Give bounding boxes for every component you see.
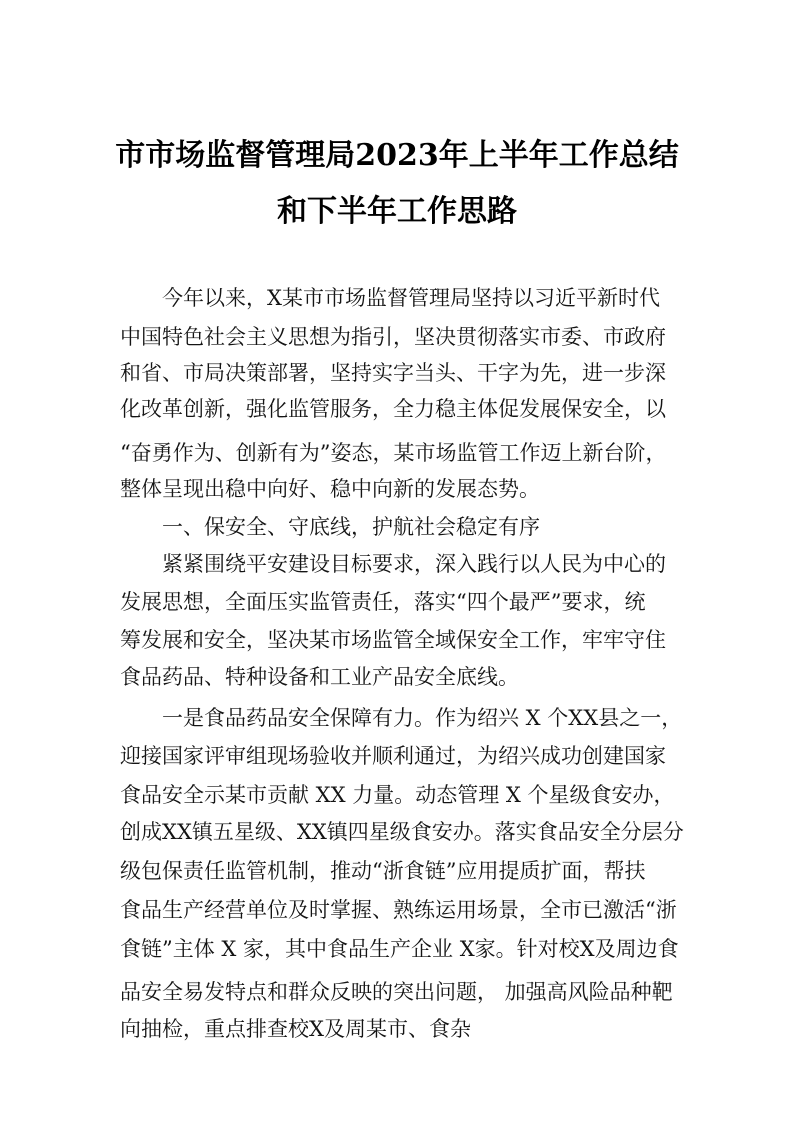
body-line: 食品生产经营单位及时掌握、熟练运用场景，全市已激活“浙 xyxy=(120,898,677,922)
body-line: 创成XX镇五星级、XX镇四星级食安办。落实食品安全分层分 xyxy=(120,820,684,844)
body-line: “奋勇作为、创新有为”姿态，某市场监管工作迈上新台阶， xyxy=(120,441,667,465)
body-line: 紧紧围绕平安建设目标要求，深入践行以人民为中心的 xyxy=(162,552,666,576)
section-heading: 一、保安全、守底线，护航社会稳定有序 xyxy=(162,515,540,539)
body-line: 向抽检，重点排查校X及周某市、食杂 xyxy=(120,1017,471,1041)
body-line: 发展思想，全面压实监管责任，落实“四个最严”要求，统 xyxy=(120,590,646,614)
body-line: 和省、市局决策部署，坚持实字当头、干字为先，进一步深 xyxy=(120,361,666,385)
body-line: 食品药品、特种设备和工业产品安全底线。 xyxy=(120,665,519,689)
body-line: 筹发展和安全，坚决某市场监管全域保安全工作，牢牢守住 xyxy=(120,628,666,652)
body-line: 品安全易发特点和群众反映的突出问题， 加强高风险品种靶 xyxy=(120,980,673,1004)
body-line: 整体呈现出稳中向好、稳中向新的发展态势。 xyxy=(120,477,540,501)
body-line: 一是食品药品安全保障有力。作为绍兴 X 个XX县之一， xyxy=(162,706,683,730)
body-line: 化改革创新，强化监管服务，全力稳主体促发展保安全，以 xyxy=(120,397,666,421)
body-line: 迎接国家评审组现场验收并顺利通过，为绍兴成功创建国家 xyxy=(120,744,666,768)
body-line: 级包保责任监管机制，推动“浙食链”应用提质扩面，帮扶 xyxy=(120,859,646,883)
body-line: 今年以来，X某市市场监督管理局坚持以习近平新时代 xyxy=(162,286,660,310)
document-title-line-1: 市市场监督管理局2023年上半年工作总结 xyxy=(115,138,679,173)
body-line: 食链”主体 X 家，其中食品生产企业 X家。针对校X及周边食 xyxy=(120,937,679,961)
document-title-line-2: 和下半年工作思路 xyxy=(277,194,517,229)
body-line: 中国特色社会主义思想为指引，坚决贯彻落实市委、市政府 xyxy=(120,325,666,349)
body-line: 食品安全示某市贡献 XX 力量。动态管理 X 个星级食安办， xyxy=(120,783,675,807)
